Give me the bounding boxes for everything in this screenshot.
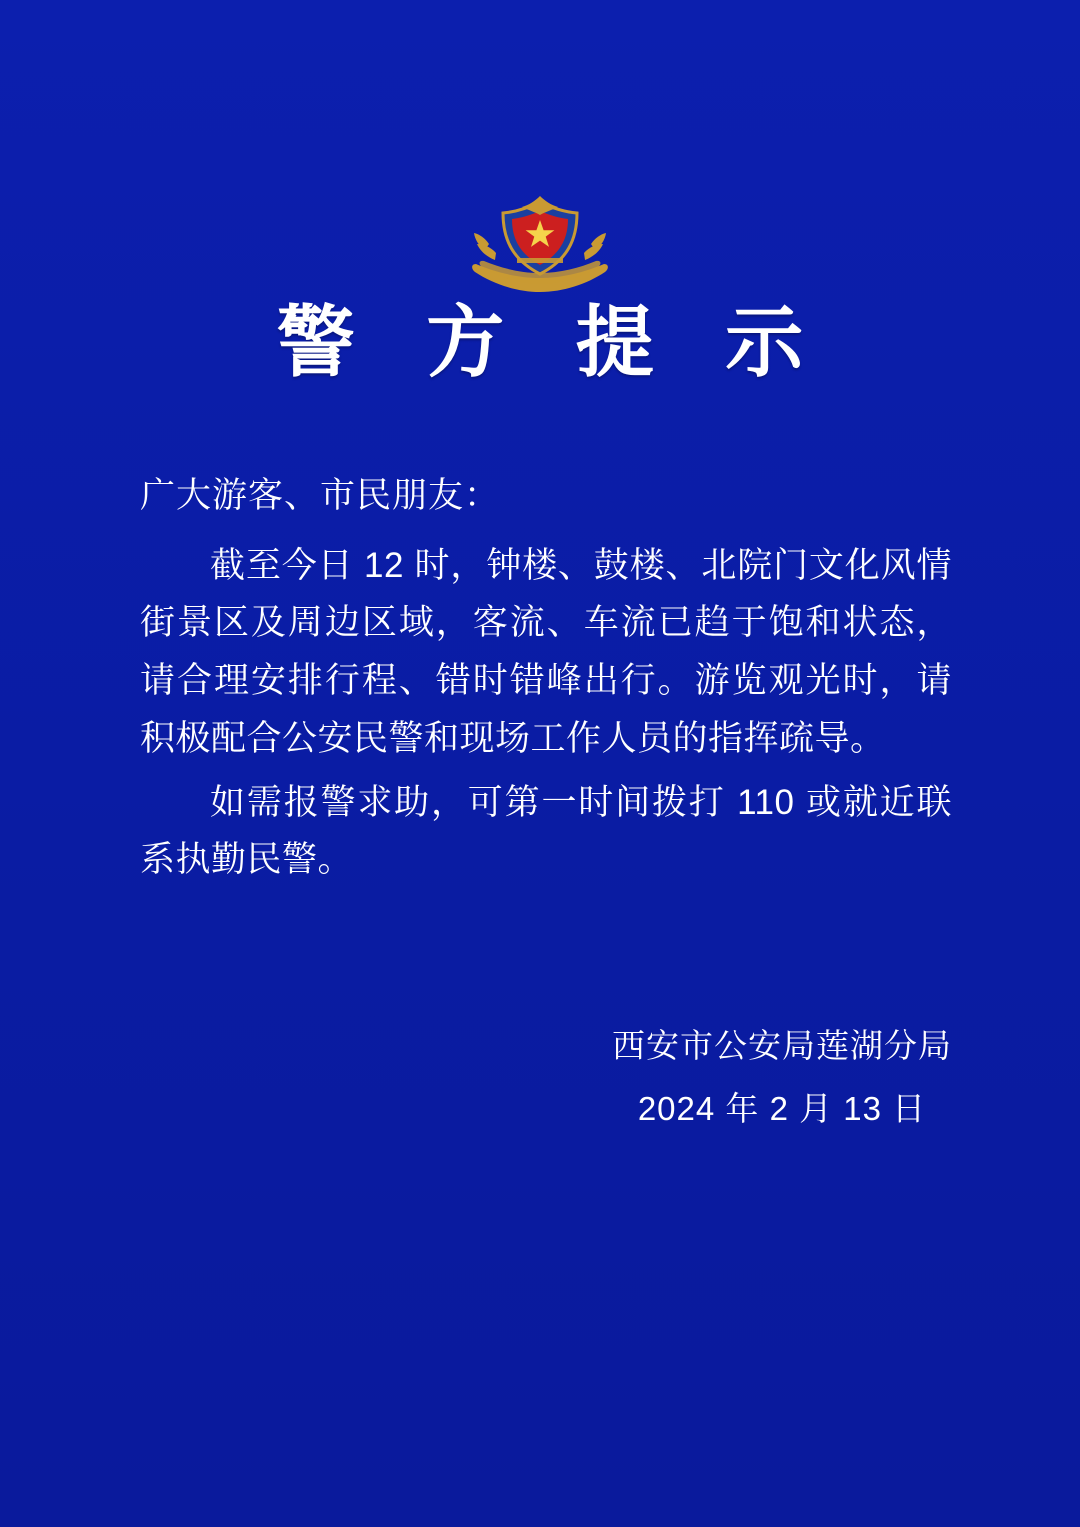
page-title: 警 方 提 示 xyxy=(276,299,830,386)
china-police-badge-icon xyxy=(465,188,615,300)
signature-block xyxy=(612,1015,952,1140)
notice-paragraph-1: 截至今日 12 时，钟楼、鼓楼、北院门文化风情街景区及周边区域，客流、车流已趋于饱和状态，请合理安排行程、错时错峰出行。游览观光时，请积极配合公安民警和现场工作人员的指挥疏导。 xyxy=(140,545,952,758)
notice-paragraph-2: 如需报警求助，可第一时间拨打 110 或就近联系执勤民警。 xyxy=(140,782,952,880)
signature-organization: 西安市公安局莲湖分局 xyxy=(612,1027,952,1064)
salutation-text: 广大游客、市民朋友： xyxy=(140,476,501,515)
signature-date: 2024 年 2 月 13 日 xyxy=(637,1089,927,1127)
notice-body xyxy=(140,470,952,895)
emblem-container xyxy=(0,188,1080,300)
